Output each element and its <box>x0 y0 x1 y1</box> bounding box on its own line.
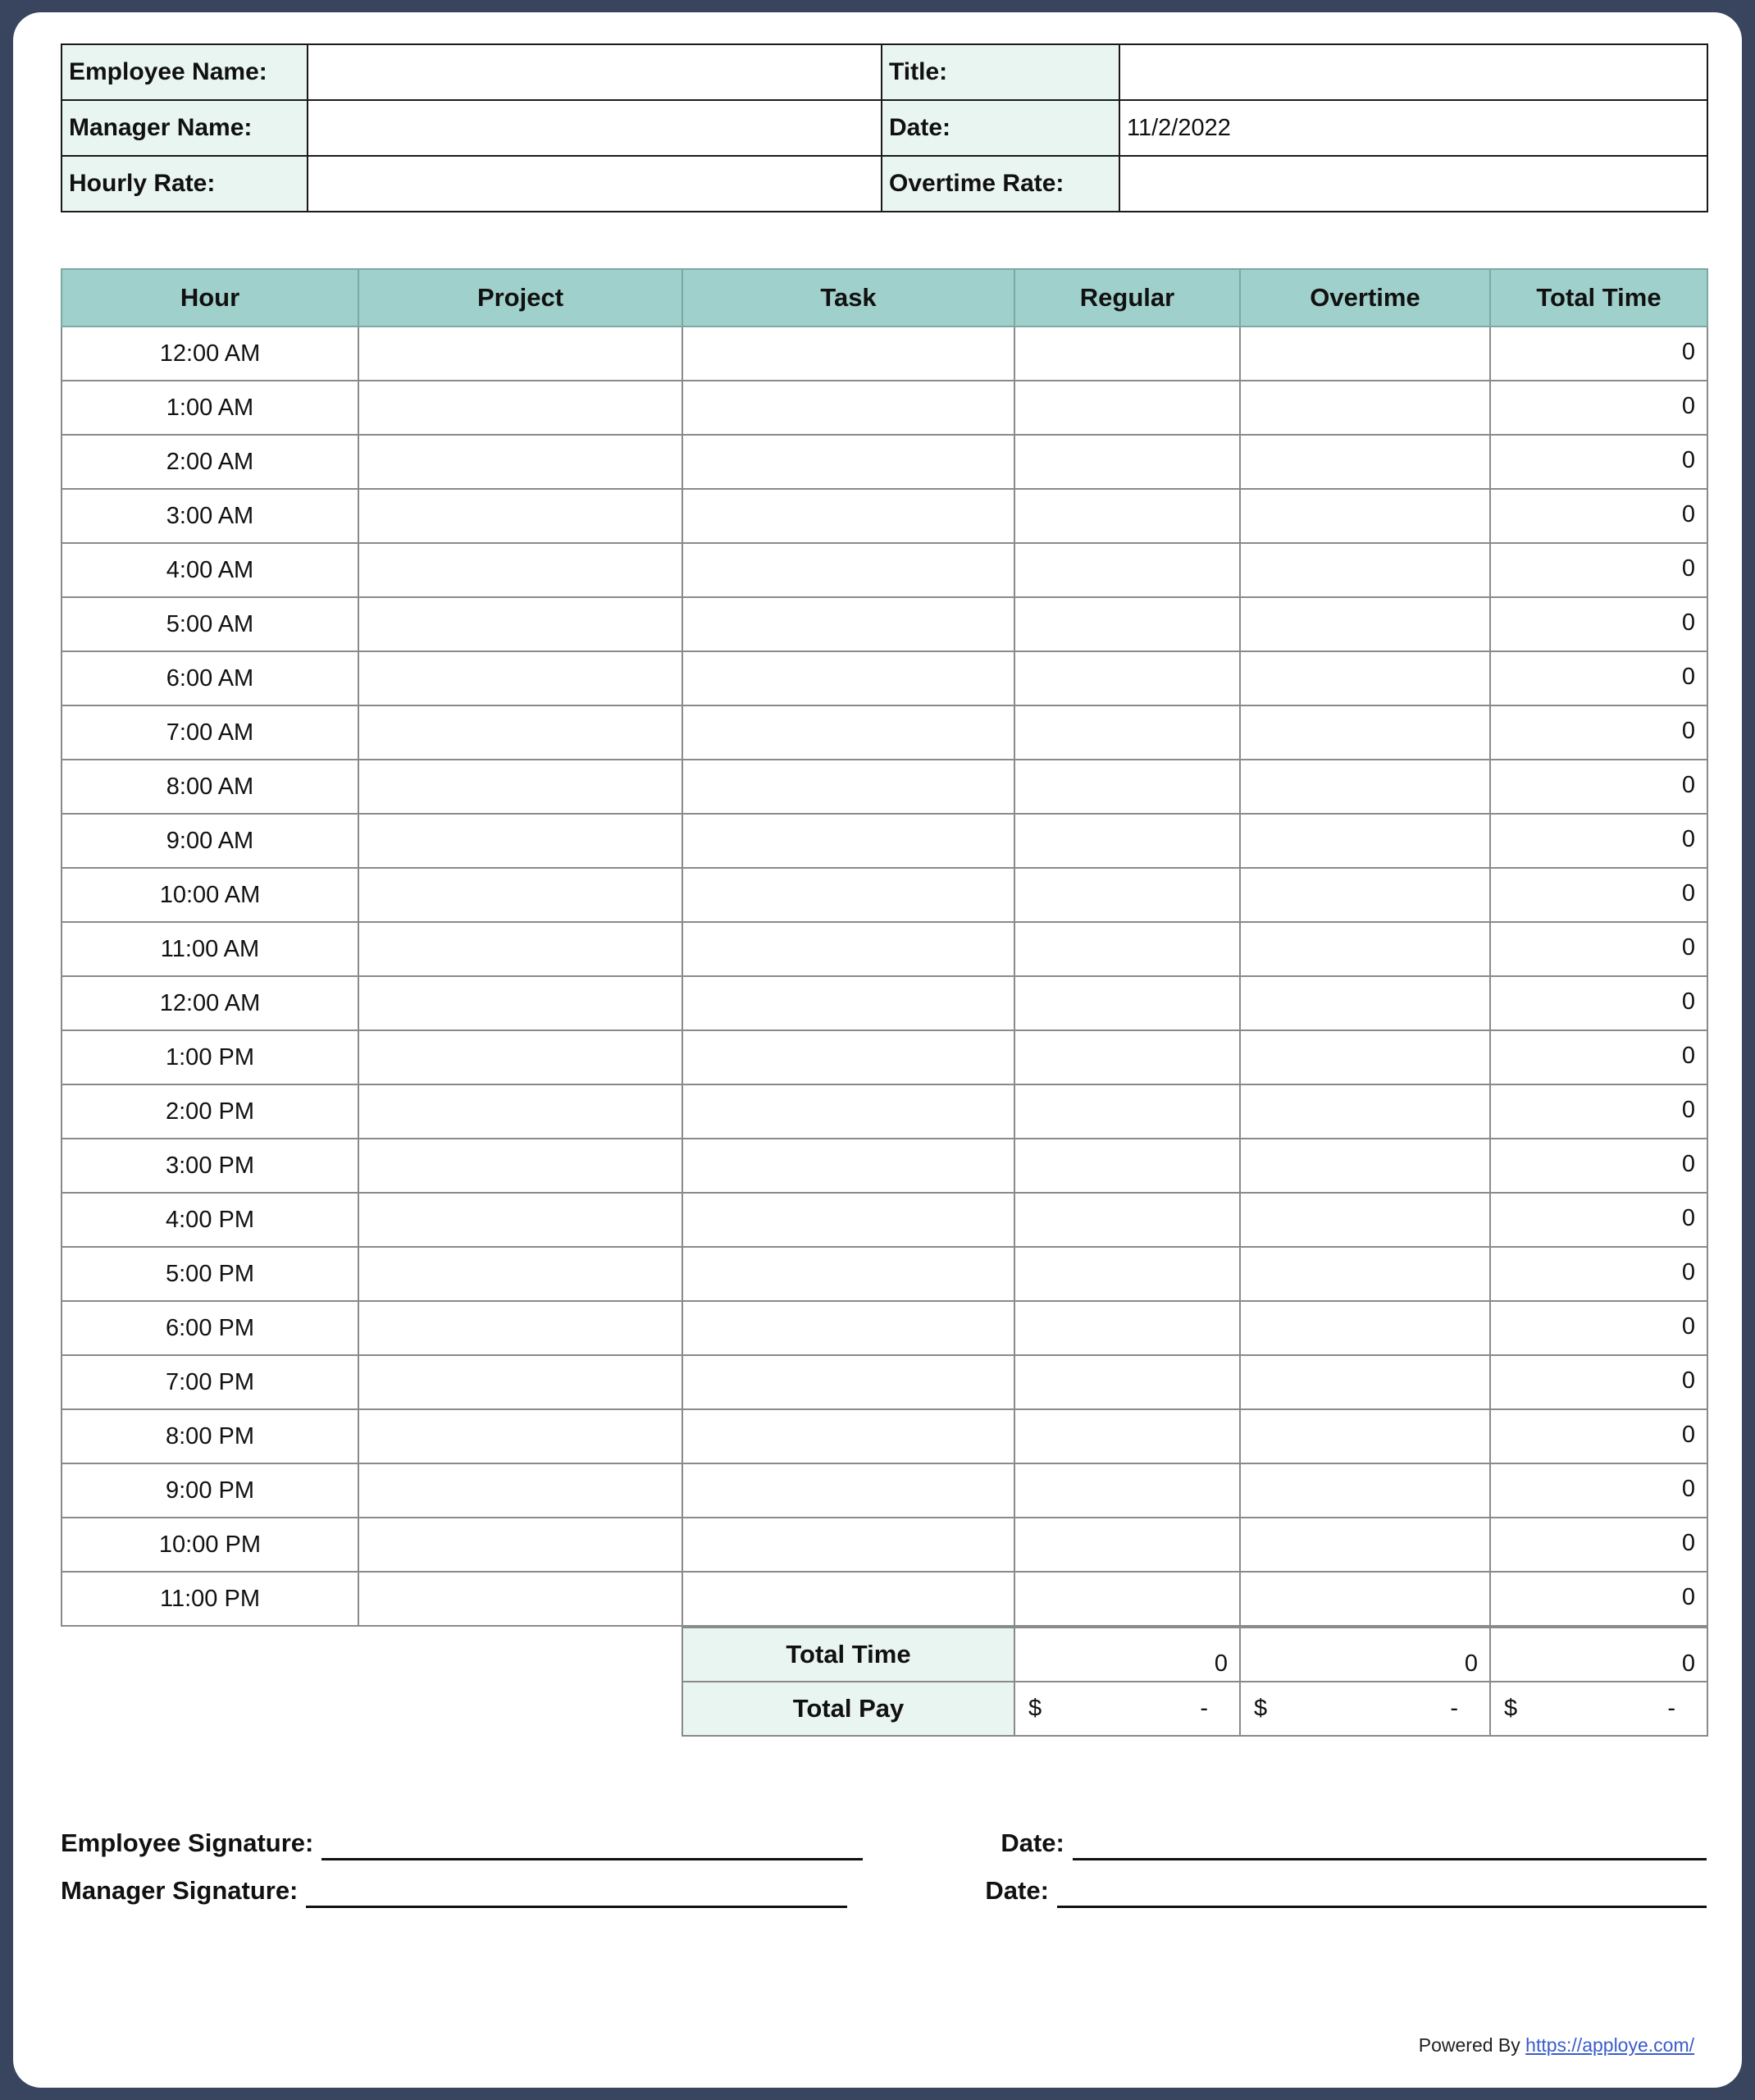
total-time-value: 0 <box>1490 1301 1707 1355</box>
total-pay-total-cell <box>1490 1682 1707 1736</box>
employee-info-table <box>61 43 1708 212</box>
info-right-label: Overtime Rate: <box>882 156 1119 212</box>
info-left-label: Manager Name: <box>62 100 308 156</box>
overtime-input-cell[interactable] <box>1240 1355 1490 1409</box>
task-input-cell[interactable] <box>682 814 1014 868</box>
project-input-cell[interactable] <box>358 489 682 543</box>
info-left-value[interactable] <box>308 100 882 156</box>
manager-signature-field[interactable] <box>306 1880 847 1908</box>
task-input-cell[interactable] <box>682 1572 1014 1626</box>
project-input-cell[interactable] <box>358 1084 682 1139</box>
column-header-project: Project <box>358 269 682 326</box>
table-row <box>62 922 1707 976</box>
overtime-input-cell[interactable] <box>1240 976 1490 1030</box>
regular-input-cell[interactable] <box>1014 760 1240 814</box>
task-input-cell[interactable] <box>682 1463 1014 1518</box>
total-time-value: 0 <box>1490 760 1707 814</box>
hours-table-header <box>62 269 1707 326</box>
total-pay-total-value: - <box>1667 1695 1675 1722</box>
project-input-cell[interactable] <box>358 597 682 651</box>
total-pay-total-currency: $ <box>1504 1695 1518 1722</box>
hour-label: 6:00 PM <box>62 1301 358 1355</box>
task-input-cell[interactable] <box>682 1355 1014 1409</box>
table-row <box>62 1247 1707 1301</box>
total-time-overtime-value: 0 <box>1240 1628 1490 1682</box>
hour-label: 8:00 AM <box>62 760 358 814</box>
overtime-input-cell[interactable] <box>1240 1193 1490 1247</box>
total-pay-overtime-cell <box>1240 1682 1490 1736</box>
overtime-input-cell[interactable] <box>1240 326 1490 381</box>
overtime-input-cell[interactable] <box>1240 760 1490 814</box>
total-time-value: 0 <box>1490 1084 1707 1139</box>
employee-signature-row <box>61 1830 1707 1860</box>
total-time-total-value: 0 <box>1490 1628 1707 1682</box>
table-row <box>62 1409 1707 1463</box>
overtime-input-cell[interactable] <box>1240 1572 1490 1626</box>
regular-input-cell[interactable] <box>1014 976 1240 1030</box>
hour-label: 1:00 PM <box>62 1030 358 1084</box>
project-input-cell[interactable] <box>358 1139 682 1193</box>
column-header-total-time: Total Time <box>1490 269 1707 326</box>
total-pay-regular-currency: $ <box>1028 1695 1042 1722</box>
total-time-value: 0 <box>1490 1463 1707 1518</box>
column-header-overtime: Overtime <box>1240 269 1490 326</box>
footer-prefix: Powered By <box>1418 2034 1526 2056</box>
task-input-cell[interactable] <box>682 381 1014 435</box>
regular-input-cell[interactable] <box>1014 1193 1240 1247</box>
apploye-link[interactable]: https://apploye.com/ <box>1525 2034 1694 2056</box>
task-input-cell[interactable] <box>682 1030 1014 1084</box>
total-time-value: 0 <box>1490 922 1707 976</box>
hour-label: 8:00 PM <box>62 1409 358 1463</box>
table-row <box>62 1139 1707 1193</box>
table-row <box>62 597 1707 651</box>
regular-input-cell[interactable] <box>1014 489 1240 543</box>
column-header-regular: Regular <box>1014 269 1240 326</box>
regular-input-cell[interactable] <box>1014 435 1240 489</box>
info-right-value[interactable] <box>1119 44 1707 100</box>
regular-input-cell[interactable] <box>1014 1355 1240 1409</box>
overtime-input-cell[interactable] <box>1240 489 1490 543</box>
employee-date-field[interactable] <box>1073 1833 1707 1860</box>
overtime-input-cell[interactable] <box>1240 543 1490 597</box>
task-input-cell[interactable] <box>682 1247 1014 1301</box>
task-input-cell[interactable] <box>682 868 1014 922</box>
project-input-cell[interactable] <box>358 1463 682 1518</box>
total-time-value: 0 <box>1490 1193 1707 1247</box>
hour-label: 4:00 AM <box>62 543 358 597</box>
project-input-cell[interactable] <box>358 1247 682 1301</box>
total-time-value: 0 <box>1490 1572 1707 1626</box>
project-input-cell[interactable] <box>358 922 682 976</box>
overtime-input-cell[interactable] <box>1240 597 1490 651</box>
project-input-cell[interactable] <box>358 814 682 868</box>
task-input-cell[interactable] <box>682 435 1014 489</box>
project-input-cell[interactable] <box>358 1518 682 1572</box>
hour-label: 5:00 PM <box>62 1247 358 1301</box>
project-input-cell[interactable] <box>358 435 682 489</box>
project-input-cell[interactable] <box>358 1301 682 1355</box>
regular-input-cell[interactable] <box>1014 1572 1240 1626</box>
task-input-cell[interactable] <box>682 760 1014 814</box>
regular-input-cell[interactable] <box>1014 1409 1240 1463</box>
info-right-label: Title: <box>882 44 1119 100</box>
employee-signature-field[interactable] <box>321 1833 863 1860</box>
total-time-value: 0 <box>1490 435 1707 489</box>
total-pay-row <box>682 1682 1707 1736</box>
table-row <box>62 976 1707 1030</box>
project-input-cell[interactable] <box>358 1572 682 1626</box>
info-right-value[interactable] <box>1119 156 1707 212</box>
hour-label: 10:00 PM <box>62 1518 358 1572</box>
project-input-cell[interactable] <box>358 760 682 814</box>
overtime-input-cell[interactable] <box>1240 922 1490 976</box>
regular-input-cell[interactable] <box>1014 922 1240 976</box>
table-row <box>62 1518 1707 1572</box>
project-input-cell[interactable] <box>358 868 682 922</box>
employee-signature-label: Employee Signature: <box>61 1828 314 1857</box>
total-time-value: 0 <box>1490 543 1707 597</box>
table-row <box>62 489 1707 543</box>
table-row <box>62 1030 1707 1084</box>
total-time-regular-value: 0 <box>1014 1628 1240 1682</box>
regular-input-cell[interactable] <box>1014 1084 1240 1139</box>
hours-table <box>61 268 1708 1627</box>
regular-input-cell[interactable] <box>1014 1518 1240 1572</box>
hour-label: 11:00 AM <box>62 922 358 976</box>
regular-input-cell[interactable] <box>1014 651 1240 705</box>
regular-input-cell[interactable] <box>1014 1247 1240 1301</box>
hours-header-row <box>62 269 1707 326</box>
column-header-task: Task <box>682 269 1014 326</box>
task-input-cell[interactable] <box>682 705 1014 760</box>
task-input-cell[interactable] <box>682 976 1014 1030</box>
table-row <box>62 1355 1707 1409</box>
employee-info-body <box>62 44 1707 212</box>
total-time-label: Total Time <box>682 1628 1014 1682</box>
task-input-cell[interactable] <box>682 651 1014 705</box>
hour-label: 10:00 AM <box>62 868 358 922</box>
overtime-input-cell[interactable] <box>1240 1247 1490 1301</box>
info-left-value[interactable] <box>308 156 882 212</box>
total-time-value: 0 <box>1490 1355 1707 1409</box>
table-row <box>62 543 1707 597</box>
project-input-cell[interactable] <box>358 1030 682 1084</box>
hour-label: 12:00 AM <box>62 976 358 1030</box>
task-input-cell[interactable] <box>682 1139 1014 1193</box>
overtime-input-cell[interactable] <box>1240 1139 1490 1193</box>
total-time-row <box>682 1628 1707 1682</box>
overtime-input-cell[interactable] <box>1240 1030 1490 1084</box>
regular-input-cell[interactable] <box>1014 543 1240 597</box>
project-input-cell[interactable] <box>358 1355 682 1409</box>
total-pay-regular-cell <box>1014 1682 1240 1736</box>
table-row <box>62 651 1707 705</box>
total-pay-overtime-currency: $ <box>1254 1695 1268 1722</box>
total-pay-label: Total Pay <box>682 1682 1014 1736</box>
regular-input-cell[interactable] <box>1014 814 1240 868</box>
hour-label: 5:00 AM <box>62 597 358 651</box>
manager-date-field[interactable] <box>1057 1880 1707 1908</box>
info-row <box>62 100 1707 156</box>
manager-signature-label: Manager Signature: <box>61 1876 299 1905</box>
task-input-cell[interactable] <box>682 922 1014 976</box>
total-time-value: 0 <box>1490 1247 1707 1301</box>
overtime-input-cell[interactable] <box>1240 651 1490 705</box>
overtime-input-cell[interactable] <box>1240 381 1490 435</box>
hours-table-body <box>62 326 1707 1626</box>
table-row <box>62 1193 1707 1247</box>
employee-date-label: Date: <box>1001 1828 1064 1857</box>
overtime-input-cell[interactable] <box>1240 705 1490 760</box>
table-row <box>62 1463 1707 1518</box>
manager-date-label: Date: <box>985 1876 1049 1905</box>
overtime-input-cell[interactable] <box>1240 814 1490 868</box>
regular-input-cell[interactable] <box>1014 381 1240 435</box>
project-input-cell[interactable] <box>358 1193 682 1247</box>
project-input-cell[interactable] <box>358 705 682 760</box>
project-input-cell[interactable] <box>358 651 682 705</box>
project-input-cell[interactable] <box>358 326 682 381</box>
total-time-value: 0 <box>1490 814 1707 868</box>
task-input-cell[interactable] <box>682 1301 1014 1355</box>
hour-label: 2:00 AM <box>62 435 358 489</box>
task-input-cell[interactable] <box>682 543 1014 597</box>
hour-label: 4:00 PM <box>62 1193 358 1247</box>
info-row <box>62 44 1707 100</box>
total-time-value: 0 <box>1490 326 1707 381</box>
total-time-value: 0 <box>1490 1518 1707 1572</box>
total-time-value: 0 <box>1490 1139 1707 1193</box>
total-time-value: 0 <box>1490 489 1707 543</box>
overtime-input-cell[interactable] <box>1240 868 1490 922</box>
hour-label: 3:00 PM <box>62 1139 358 1193</box>
total-time-value: 0 <box>1490 1030 1707 1084</box>
manager-signature-row <box>61 1878 1707 1908</box>
table-row <box>62 381 1707 435</box>
footer-credit <box>1419 2034 1694 2057</box>
total-time-value: 0 <box>1490 651 1707 705</box>
table-row <box>62 435 1707 489</box>
regular-input-cell[interactable] <box>1014 597 1240 651</box>
total-time-value: 0 <box>1490 976 1707 1030</box>
total-time-value: 0 <box>1490 705 1707 760</box>
regular-input-cell[interactable] <box>1014 868 1240 922</box>
table-row <box>62 1301 1707 1355</box>
task-input-cell[interactable] <box>682 1518 1014 1572</box>
overtime-input-cell[interactable] <box>1240 1084 1490 1139</box>
table-row <box>62 1572 1707 1626</box>
task-input-cell[interactable] <box>682 1084 1014 1139</box>
total-pay-regular-value: - <box>1200 1695 1208 1722</box>
hour-label: 3:00 AM <box>62 489 358 543</box>
regular-input-cell[interactable] <box>1014 1139 1240 1193</box>
task-input-cell[interactable] <box>682 489 1014 543</box>
table-row <box>62 326 1707 381</box>
hour-label: 11:00 PM <box>62 1572 358 1626</box>
regular-input-cell[interactable] <box>1014 1030 1240 1084</box>
info-right-value[interactable]: 11/2/2022 <box>1119 100 1707 156</box>
info-row <box>62 156 1707 212</box>
table-row <box>62 705 1707 760</box>
hour-label: 7:00 PM <box>62 1355 358 1409</box>
total-time-value: 0 <box>1490 868 1707 922</box>
hour-label: 7:00 AM <box>62 705 358 760</box>
task-input-cell[interactable] <box>682 597 1014 651</box>
info-left-label: Employee Name: <box>62 44 308 100</box>
totals-table <box>681 1627 1708 1737</box>
task-input-cell[interactable] <box>682 1409 1014 1463</box>
task-input-cell[interactable] <box>682 326 1014 381</box>
project-input-cell[interactable] <box>358 381 682 435</box>
overtime-input-cell[interactable] <box>1240 1409 1490 1463</box>
overtime-input-cell[interactable] <box>1240 1463 1490 1518</box>
table-row <box>62 1084 1707 1139</box>
totals-table-body <box>682 1628 1707 1736</box>
regular-input-cell[interactable] <box>1014 1463 1240 1518</box>
overtime-input-cell[interactable] <box>1240 435 1490 489</box>
total-time-value: 0 <box>1490 1409 1707 1463</box>
hour-label: 2:00 PM <box>62 1084 358 1139</box>
regular-input-cell[interactable] <box>1014 705 1240 760</box>
hour-label: 9:00 PM <box>62 1463 358 1518</box>
table-row <box>62 868 1707 922</box>
hour-label: 9:00 AM <box>62 814 358 868</box>
project-input-cell[interactable] <box>358 543 682 597</box>
hour-label: 1:00 AM <box>62 381 358 435</box>
column-header-hour: Hour <box>62 269 358 326</box>
task-input-cell[interactable] <box>682 1193 1014 1247</box>
hour-label: 6:00 AM <box>62 651 358 705</box>
timesheet-page <box>13 12 1742 2088</box>
project-input-cell[interactable] <box>358 1409 682 1463</box>
overtime-input-cell[interactable] <box>1240 1518 1490 1572</box>
overtime-input-cell[interactable] <box>1240 1301 1490 1355</box>
total-pay-overtime-value: - <box>1450 1695 1458 1722</box>
total-time-value: 0 <box>1490 597 1707 651</box>
regular-input-cell[interactable] <box>1014 1301 1240 1355</box>
info-right-label: Date: <box>882 100 1119 156</box>
info-left-value[interactable] <box>308 44 882 100</box>
table-row <box>62 814 1707 868</box>
project-input-cell[interactable] <box>358 976 682 1030</box>
table-row <box>62 760 1707 814</box>
hour-label: 12:00 AM <box>62 326 358 381</box>
regular-input-cell[interactable] <box>1014 326 1240 381</box>
total-time-value: 0 <box>1490 381 1707 435</box>
info-left-label: Hourly Rate: <box>62 156 308 212</box>
